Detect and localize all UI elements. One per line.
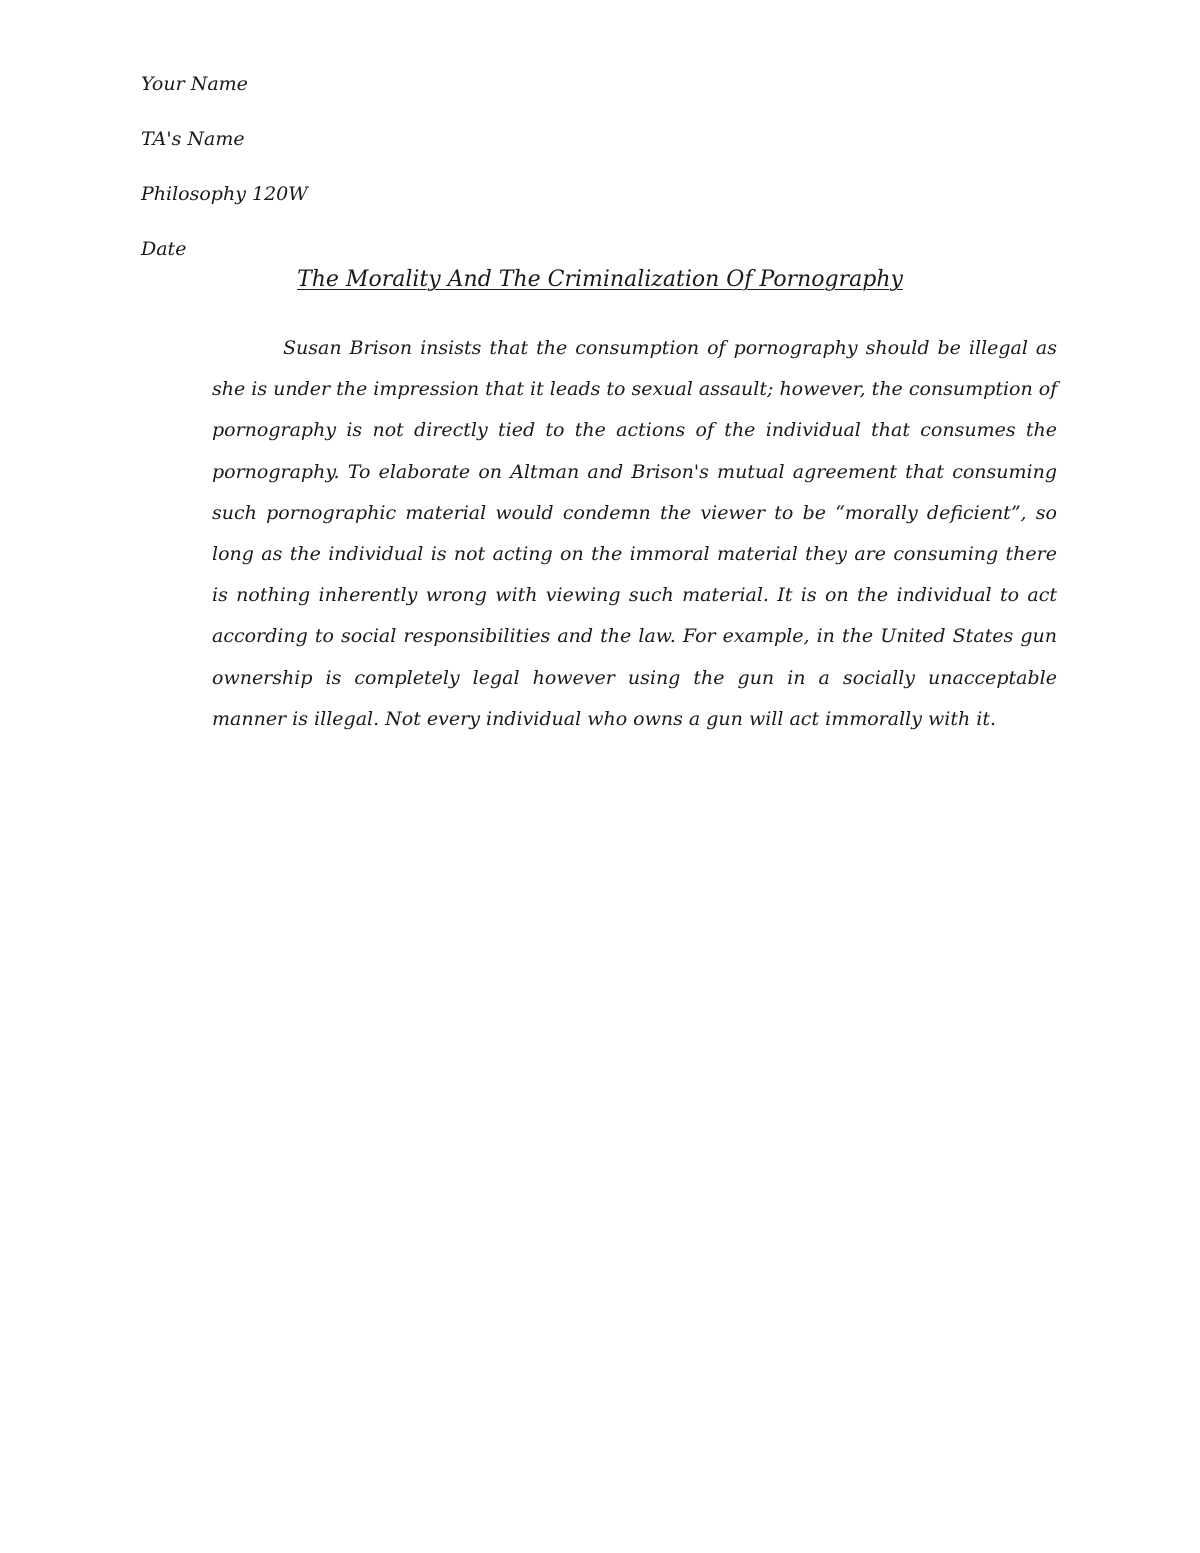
- paragraph-line: long as the individual is not acting on the immoral material they are consuming there: [212, 542, 1057, 565]
- paragraph-line: such pornographic material would condemn the viewer to be “morally deficient”, so: [212, 501, 1057, 524]
- essay-title: The Morality And The Criminalization Of Pornography: [297, 267, 903, 292]
- paragraph-line: according to social responsibilities and the law. For example, in the United States gun: [212, 625, 1057, 648]
- paragraph-line: pornography is not directly tied to the actions of the individual that consumes the: [212, 419, 1057, 442]
- paragraph-line: Susan Brison insists that the consumption of pornography should be illegal as: [283, 337, 1057, 359]
- essay-paragraph: [212, 328, 1057, 740]
- date: Date: [141, 238, 187, 260]
- course-name: Philosophy 120W: [141, 183, 308, 205]
- author-name: Your Name: [141, 73, 248, 95]
- paragraph-line: she is under the impression that it leads to sexual assault; however, the consumption of: [212, 378, 1058, 401]
- paragraph-line: manner is illegal. Not every individual who owns a gun will act immorally with it.: [212, 707, 997, 730]
- paragraph-line: ownership is completely legal however using the gun in a socially unacceptable: [212, 666, 1057, 689]
- paragraph-line: pornography. To elaborate on Altman and Brison's mutual agreement that consuming: [212, 460, 1057, 483]
- paragraph-line: is nothing inherently wrong with viewing such material. It is on the individual to act: [212, 584, 1057, 607]
- ta-name: TA's Name: [141, 128, 245, 150]
